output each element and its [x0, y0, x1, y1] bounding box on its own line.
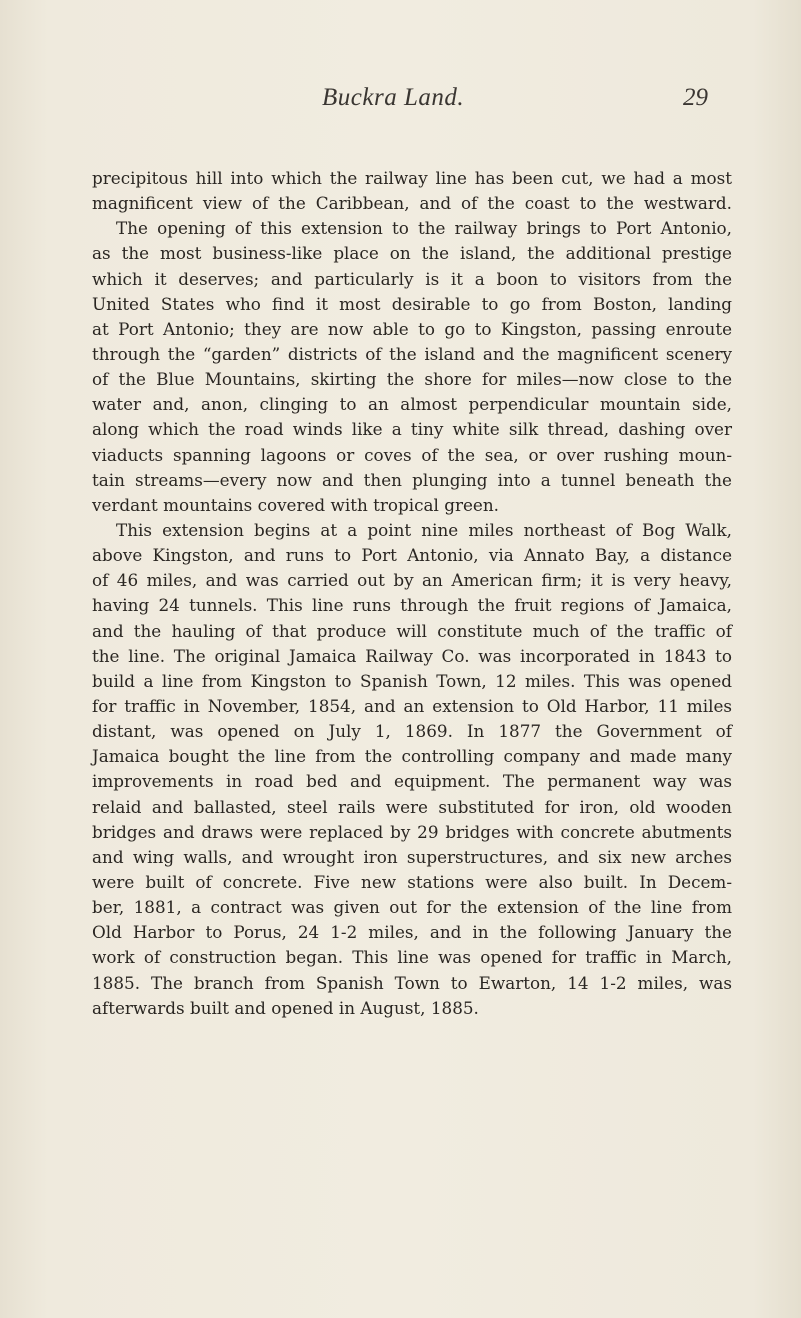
text-line: Old Harbor to Porus, 24 1-2 miles, and in the following January the: [92, 922, 732, 943]
text-line: above Kingston, and runs to Port Antonio, via Annato Bay, a distance: [92, 545, 732, 566]
text-line: 1885. The branch from Spanish Town to Ewarton, 14 1-2 miles, was: [92, 972, 732, 993]
text-line: water and, anon, clinging to an almost perpendicular mountain side,: [92, 394, 732, 415]
text-line: improvements in road bed and equipment. The permanent way was: [92, 771, 732, 792]
text-line: United States who find it most desirable to go from Boston, landing: [92, 293, 732, 314]
body-text: [92, 166, 797, 1021]
text-line: of 46 miles, and was carried out by an American firm; it is very heavy,: [92, 570, 732, 591]
text-line: afterwards built and opened in August, 1885.: [92, 997, 479, 1018]
text-line: viaducts spanning lagoons or coves of the sea, or over rushing moun-: [92, 444, 732, 465]
text-line: and the hauling of that produce will constitute much of the traffic of: [92, 620, 732, 641]
text-line: tain streams—every now and then plunging into a tunnel beneath the: [92, 469, 732, 490]
text-line: through the “garden” districts of the island and the magnificent scenery: [92, 343, 732, 364]
text-line: at Port Antonio; they are now able to go to Kingston, passing enroute: [92, 318, 732, 339]
text-line: were built of concrete. Five new stations were also built. In Decem-: [92, 871, 732, 892]
text-line: having 24 tunnels. This line runs through the fruit regions of Jamaica,: [92, 595, 732, 616]
running-head: [0, 84, 801, 114]
text-line: as the most business-like place on the island, the additional prestige: [92, 243, 732, 264]
text-line: distant, was opened on July 1, 1869. In 1877 the Government of: [92, 721, 732, 742]
text-line: Jamaica bought the line from the controlling company and made many: [92, 746, 732, 767]
text-line: precipitous hill into which the railway line has been cut, we had a most: [92, 168, 732, 188]
text-line: which it deserves; and particularly is it a boon to visitors from the: [92, 268, 732, 289]
text-line: This extension begins at a point nine miles northeast of Bog Walk,: [116, 519, 732, 540]
text-line: the line. The original Jamaica Railway Co. was incorporated in 1843 to: [92, 645, 732, 666]
text-line: of the Blue Mountains, skirting the shore for miles—now close to the: [92, 369, 732, 390]
text-line: verdant mountains covered with tropical green.: [92, 494, 499, 515]
text-line: ber, 1881, a contract was given out for the extension of the line from: [92, 897, 732, 918]
text-line: and wing walls, and wrought iron superstructures, and six new arches: [92, 846, 732, 867]
text-line: The opening of this extension to the railway brings to Port Antonio,: [116, 218, 732, 239]
text-line: for traffic in November, 1854, and an extension to Old Harbor, 11 miles: [92, 695, 732, 716]
page-number: 29: [683, 84, 708, 111]
text-line: along which the road winds like a tiny white silk thread, dashing over: [92, 419, 732, 440]
text-line: work of construction began. This line was opened for traffic in March,: [92, 947, 732, 968]
text-line: relaid and ballasted, steel rails were substituted for iron, old wooden: [92, 796, 732, 817]
text-line: bridges and draws were replaced by 29 bridges with concrete abutments: [92, 821, 732, 842]
text-line: magnificent view of the Caribbean, and of the coast to the westward.: [92, 193, 732, 214]
running-title: Buckra Land.: [322, 84, 465, 111]
text-line: build a line from Kingston to Spanish Town, 12 miles. This was opened: [92, 670, 732, 691]
